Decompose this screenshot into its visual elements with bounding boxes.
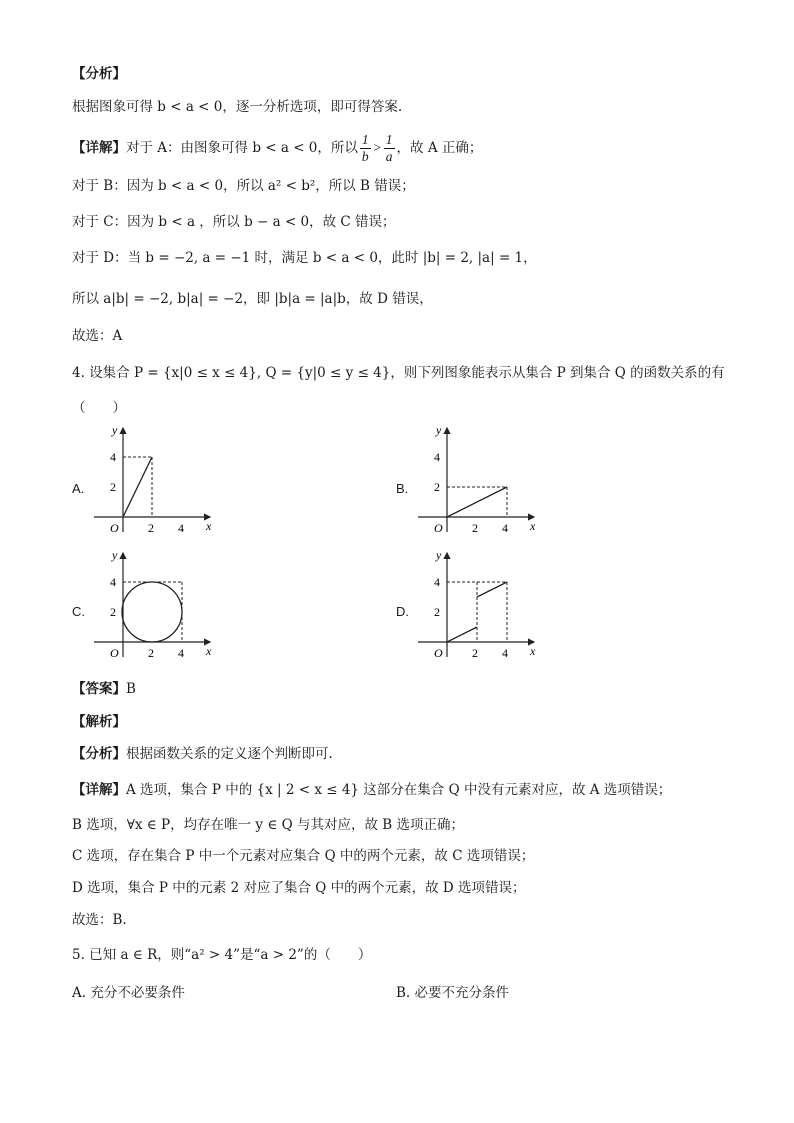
- x-tick-4: 4: [178, 646, 184, 660]
- detail-c-line: 对于 C：因为 b < a ，所以 b − a < 0，故 C 错误；: [72, 214, 396, 230]
- x-tick-4: 4: [178, 521, 184, 535]
- q4-analysis-line: [72, 744, 333, 764]
- x-axis-label: x: [206, 644, 212, 658]
- y-tick-4: 4: [110, 450, 116, 464]
- y-axis-label: y: [112, 423, 118, 437]
- q4-paren: （ ）: [72, 400, 126, 416]
- option-b-label: B.: [396, 481, 409, 496]
- q4-choose: 故选：B.: [72, 912, 127, 928]
- q5-option-a: A. 充分不必要条件: [72, 985, 185, 1001]
- x-axis-label: x: [530, 519, 536, 533]
- detail-a-pre: 对于 A：由图象可得 b < a < 0，所以: [126, 140, 358, 156]
- function-graph-segment-2: [477, 582, 507, 597]
- origin-label: O: [110, 521, 119, 535]
- q4-detail-d: D 选项，集合 P 中的元素 2 对应了集合 Q 中的两个元素，故 D 选项错误；: [72, 880, 526, 896]
- y-tick-2: 2: [434, 605, 440, 619]
- analysis-text: 根据图象可得 b < a < 0，逐一分析选项，即可得答案.: [72, 99, 403, 115]
- origin-label: O: [434, 646, 443, 660]
- q4-detail-c: C 选项，存在集合 P 中一个元素对应集合 Q 中的两个元素，故 C 选项错误；: [72, 848, 535, 864]
- detail-label: 【详解】: [72, 140, 126, 156]
- greater-sign: >: [372, 140, 382, 155]
- x-tick-4: 4: [502, 521, 508, 535]
- fraction-1-over-b: $\frac{1}{b}$: [361, 132, 369, 164]
- q4-analysis-label: 【分析】: [72, 746, 126, 762]
- y-axis-label: y: [112, 548, 118, 562]
- option-d-label: D.: [396, 604, 409, 619]
- y-axis-label: y: [436, 423, 442, 437]
- analysis-label: 【分析】: [72, 66, 126, 82]
- q4-analysis-text: 根据函数关系的定义逐个判断即可.: [126, 746, 333, 762]
- detail-b-line: 对于 B：因为 b < a < 0，所以 a² < b²，所以 B 错误；: [72, 178, 415, 194]
- x-axis-label: x: [206, 519, 212, 533]
- q5-stem: 5. 已知 a ∈ R，则“a² > 4”是“a > 2”的（ ）: [72, 947, 372, 963]
- graph-a: [90, 420, 220, 538]
- detail-d-line-2: 所以 a|b| = −2, b|a| = −2，即 |b|a = |a|b，故 D 错误，: [72, 291, 433, 307]
- choose-a: 故选：A: [72, 328, 123, 344]
- q4-stem: 4. 设集合 P = {x|0 ≤ x ≤ 4}, Q = {y|0 ≤ y ≤ 4}，则下列图象能表示从集合 P 到集合 Q 的函数关系的有: [72, 365, 725, 381]
- x-tick-4: 4: [502, 646, 508, 660]
- answer-label: 【答案】: [72, 681, 126, 697]
- y-axis-label: y: [436, 548, 442, 562]
- y-tick-4: 4: [434, 450, 440, 464]
- origin-label: O: [434, 521, 443, 535]
- option-a-label: A.: [72, 481, 85, 496]
- q4-detail-label: 【详解】: [72, 782, 126, 798]
- y-tick-4: 4: [110, 575, 116, 589]
- detail-a-post: ，故 A 正确；: [396, 140, 483, 156]
- q4-detail-b: B 选项，∀x ∈ P，均存在唯一 y ∈ Q 与其对应，故 B 选项正确；: [72, 817, 464, 833]
- detail-a-line: [72, 132, 482, 165]
- fraction-1-over-a: $\frac{1}{a}$: [385, 132, 393, 164]
- option-c-label: C.: [72, 604, 85, 619]
- graph-b: [414, 420, 544, 538]
- x-tick-2: 2: [472, 521, 478, 535]
- graph-c: [90, 545, 220, 663]
- function-graph-segment-1: [447, 627, 477, 642]
- x-axis-label: x: [530, 644, 536, 658]
- function-graph: [447, 487, 507, 517]
- graph-d: [414, 545, 544, 663]
- answer-value: B: [126, 681, 136, 697]
- x-tick-2: 2: [148, 521, 154, 535]
- y-tick-2: 2: [110, 605, 116, 619]
- y-tick-2: 2: [434, 480, 440, 494]
- x-tick-2: 2: [148, 646, 154, 660]
- q4-detail-a: A 选项，集合 P 中的 {x | 2 < x ≤ 4} 这部分在集合 Q 中没有元素对应，故 A 选项错误；: [126, 782, 672, 798]
- q5-option-b: B. 必要不充分条件: [396, 985, 510, 1001]
- jiexi-label: 【解析】: [72, 714, 126, 730]
- origin-label: O: [110, 646, 119, 660]
- y-tick-4: 4: [434, 575, 440, 589]
- detail-d-line: 对于 D：当 b = −2, a = −1 时，满足 b < a < 0，此时 |b| = 2, |a| = 1，: [72, 250, 537, 266]
- answer-line: [72, 679, 136, 699]
- q4-detail-a-line: [72, 780, 671, 800]
- x-tick-2: 2: [472, 646, 478, 660]
- circle-graph: [122, 582, 182, 642]
- function-graph: [123, 457, 152, 517]
- y-tick-2: 2: [110, 480, 116, 494]
